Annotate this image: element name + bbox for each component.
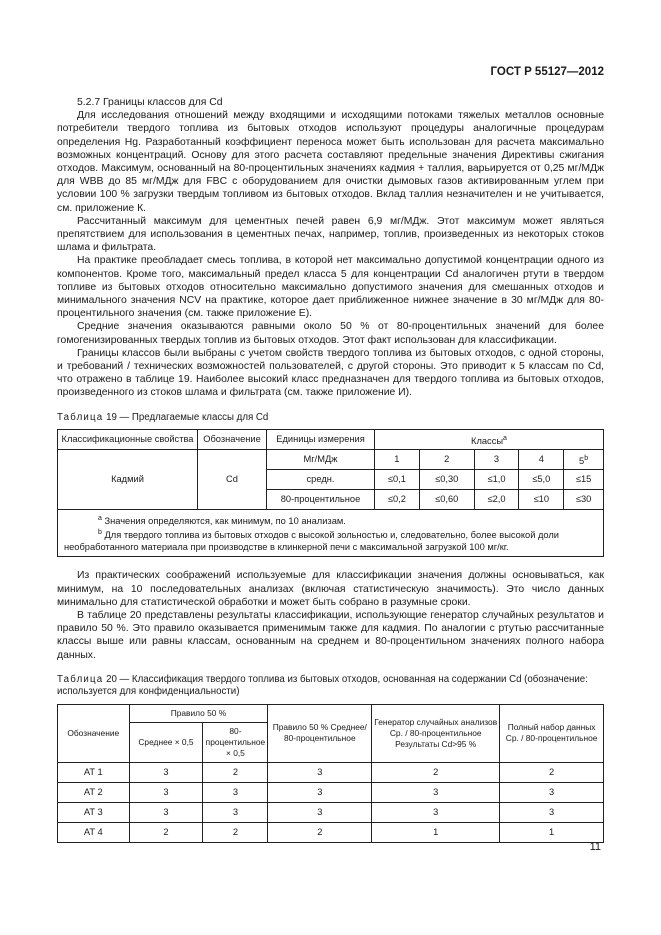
- page-content: [57, 96, 604, 843]
- table19: [57, 429, 604, 557]
- table20-caption: Таблица 20 — Классификация твердого топлива из бытовых отходов, основанная на содержании Cd (обозначение: используется для конфиденциальности): [57, 673, 588, 698]
- cell-designation: Cd: [198, 450, 267, 510]
- th-designation: Обозначение: [58, 704, 130, 762]
- th-p80-05: 80-процентильное × 0,5: [203, 722, 268, 762]
- cell: AT 1: [58, 762, 130, 782]
- cell: 3: [268, 802, 372, 822]
- cell: 3: [203, 802, 268, 822]
- cell: 3: [500, 802, 604, 822]
- th-units: Единицы измерения: [267, 430, 375, 450]
- th-designation: Обозначение: [198, 430, 267, 450]
- cell: 1: [372, 822, 500, 842]
- cell: AT 2: [58, 782, 130, 802]
- footnote-b: $^b$ Для твердого топлива из бытовых отходов с высокой зольностью и, следовательно, более высокой доли необработанного материала при производстве в клинкерной печи с максимальной загрузкой 100 мг/кг.: [64, 529, 559, 553]
- mean-value: ≤0,30: [419, 470, 474, 490]
- paragraph: На практике преобладает смесь топлива, в которой нет максимально допустимой концентрации одного из компонентов. Кроме того, максимальный предел класса 5 для концентрации Cd аналогичен ртути в твердом топливе из бытовых отходов относительно максимально допустимого значения для смешанных отходов и минимального значения NCV на практике, которое дает приближенное нижнее значение в 30 мг/МДж для 80-процентильного значения (см. также приложение Е).: [57, 255, 604, 320]
- table-row: [58, 802, 604, 822]
- p80-value: ≤30: [564, 490, 604, 510]
- th-full-dataset: Полный набор данных Ср. / 80-процентильное: [500, 704, 604, 762]
- class-number: 1: [375, 450, 420, 470]
- page-number: 11: [589, 841, 601, 853]
- table-row: [58, 822, 604, 842]
- paragraph: Средние значения оказываются равными около 50 % от 80-процентильных значений для более гомогенизированных твердых топлив из бытовых отходов. Этот факт использован для классификации.: [57, 321, 604, 346]
- cell: 3: [500, 782, 604, 802]
- cell: 3: [129, 762, 203, 782]
- cell: 2: [203, 762, 268, 782]
- class-number: 5$^b$: [564, 450, 604, 470]
- paragraph: Из практических соображений используемые для классификации значения должны основываться, как минимум, на 10 последовательных анализах (включая статистическую значимость). Это число данных минимально для статистической обработки и может быть собрано в разумные сроки.: [57, 570, 604, 608]
- cell-property: Кадмий: [58, 450, 198, 510]
- cell: 3: [129, 782, 203, 802]
- cell: AT 3: [58, 802, 130, 822]
- class-number: 4: [519, 450, 564, 470]
- table-row: [58, 782, 604, 802]
- mean-value: ≤0,1: [375, 470, 420, 490]
- cell: 3: [268, 782, 372, 802]
- paragraph: Для исследования отношений между входящими и исходящими потоками тяжелых металлов основные потребители твердого топлива из бытовых отходов используют процедуры аналогичные процедурам определения Hg. Разработанный коэффициент переноса может быть использован для расчета максимально возможных концентраций. Основу для этого расчета составляют предельные значения Директивы сжигания отходов. Максимум, основанный на 80-процентильных значениях кадмия + таллия, варьируется от 0,25 мг/МДж для WBB до 85 мг/МДж для FBC с оборудованием для очистки дымовых газов активированным углем при условии 100 % загрузки твердым топливом из бытовых отходов. Вклад таллия незначителен и не учитывается, см. приложение К.: [57, 110, 604, 214]
- table20: [57, 704, 604, 843]
- table19-footnotes: [58, 510, 604, 557]
- cell: 3: [372, 802, 500, 822]
- class-number: 2: [419, 450, 474, 470]
- class-number: 3: [474, 450, 519, 470]
- mean-value: ≤15: [564, 470, 604, 490]
- th-classes: Классы$^a$: [375, 430, 604, 450]
- cell: 2: [268, 822, 372, 842]
- p80-value: ≤0,2: [375, 490, 420, 510]
- p80-value: ≤0,60: [419, 490, 474, 510]
- paragraph: В таблице 20 представлены результаты классификации, использующие генератор случайных результатов и правило 50 %. Это правило оказывается применимым также для кадмия. По аналогии с ртутью рассчитанные классы выше или равны классам, основанным на среднем и 80-процентильном значениях полного набора данных.: [57, 609, 604, 661]
- th-rule50: Правило 50 %: [129, 704, 268, 722]
- th-property: Классификационные свойства: [58, 430, 198, 450]
- cell: 3: [129, 802, 203, 822]
- section-title: 5.2.7 Границы классов для Cd: [77, 97, 223, 108]
- cell: 2: [129, 822, 203, 842]
- paragraph: Рассчитанный максимум для цементных печей равен 6,9 мг/МДж. Этот максимум может являться препятствием для использования в цементных печах, например, топлив, произведенных из некоторых стоков шлама и фильтрата.: [57, 215, 604, 254]
- th-generator: Генератор случайных анализов Ср. / 80-процентильное Результаты Cd>95 %: [372, 704, 500, 762]
- paragraph: Границы классов были выбраны с учетом свойств твердого топлива из бытовых отходов, с одной стороны, и требований / технических возможностей пользователей, с другой стороны. Это приводит к 5 классам по Cd, что отражено в таблице 19. Наиболее высокий класс предназначен для твердого топлива из бытовых отходов, произведенного из стоков шлама и фильтрата (см. также приложение И).: [57, 347, 604, 399]
- th-mean-05: Среднее × 0,5: [129, 722, 203, 762]
- footnote-a: $^a$ Значения определяются, как минимум, по 10 анализам.: [98, 515, 346, 527]
- cell: 3: [372, 782, 500, 802]
- cell-unit: 80-процентильное: [267, 490, 375, 510]
- cell: 2: [500, 762, 604, 782]
- cell: 2: [203, 822, 268, 842]
- cell: AT 4: [58, 822, 130, 842]
- standard-number: ГОСТ Р 55127—2012: [490, 66, 604, 78]
- p80-value: ≤2,0: [474, 490, 519, 510]
- cell-unit: Мг/МДж: [267, 450, 375, 470]
- cell: 2: [372, 762, 500, 782]
- cell: 3: [268, 762, 372, 782]
- cell: 3: [203, 782, 268, 802]
- mean-value: ≤1,0: [474, 470, 519, 490]
- mean-value: ≤5,0: [519, 470, 564, 490]
- table19-caption: Таблица 19 — Предлагаемые классы для Cd: [57, 411, 269, 423]
- cell: 1: [500, 822, 604, 842]
- table-row: [58, 762, 604, 782]
- th-rule50-mean-p80: Правило 50 % Среднее/ 80-процентильное: [268, 704, 372, 762]
- p80-value: ≤10: [519, 490, 564, 510]
- cell-unit: средн.: [267, 470, 375, 490]
